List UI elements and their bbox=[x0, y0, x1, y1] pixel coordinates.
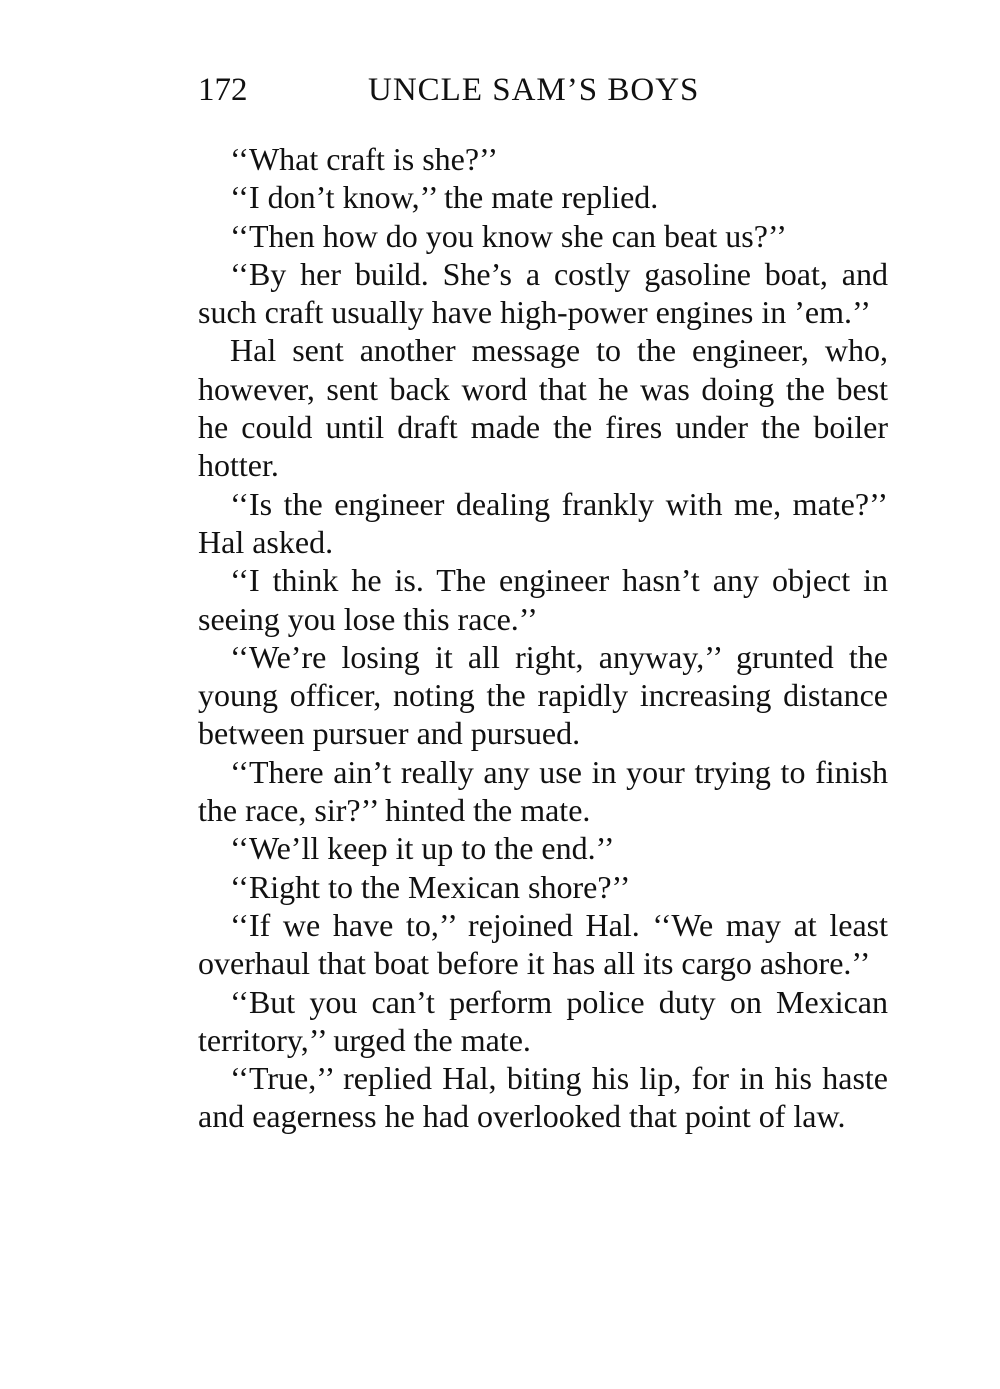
book-title: UNCLE SAM’S BOYS bbox=[368, 72, 700, 108]
paragraph: ‘‘By her build. She’s a costly gasoline boat, and such craft usually have high-power engines in ’em.’’ bbox=[198, 255, 888, 331]
body-text bbox=[198, 140, 888, 1136]
paragraph: ‘‘There ain’t really any use in your trying to finish the race, sir?’’ hinted the mate. bbox=[198, 753, 888, 829]
paragraph: ‘‘But you can’t perform police duty on Mexican territory,’’ urged the mate. bbox=[198, 983, 888, 1058]
paragraph: Hal sent another message to the engineer, who, however, sent back word that he was doing the best he could until draft made the fires under the boiler hotter. bbox=[198, 332, 888, 484]
paragraph: ‘‘Right to the Mexican shore?’’ bbox=[230, 868, 631, 905]
page-number: 172 bbox=[198, 72, 248, 108]
running-head bbox=[198, 68, 888, 112]
paragraph: ‘‘I don’t know,’’ the mate replied. bbox=[230, 179, 659, 216]
paragraph: ‘‘Is the engineer dealing frankly with me, mate?’’ Hal asked. bbox=[198, 485, 888, 560]
paragraph: ‘‘We’re losing it all right, anyway,’’ grunted the young officer, noting the rapidly increasing distance between pursuer and pursued. bbox=[198, 638, 888, 752]
paragraph: ‘‘Then how do you know she can beat us?’’ bbox=[230, 217, 787, 254]
paragraph: ‘‘True,’’ replied Hal, biting his lip, for in his haste and eagerness he had overlooked that point of law. bbox=[198, 1060, 888, 1135]
paragraph: ‘‘We’ll keep it up to the end.’’ bbox=[230, 830, 615, 867]
paragraph: ‘‘What craft is she?’’ bbox=[230, 141, 498, 177]
paragraph: ‘‘I think he is. The engineer hasn’t any object in seeing you lose this race.’’ bbox=[198, 562, 888, 637]
paragraph: ‘‘If we have to,’’ rejoined Hal. ‘‘We may at least overhaul that boat before it has all its cargo ashore.’’ bbox=[198, 906, 888, 982]
